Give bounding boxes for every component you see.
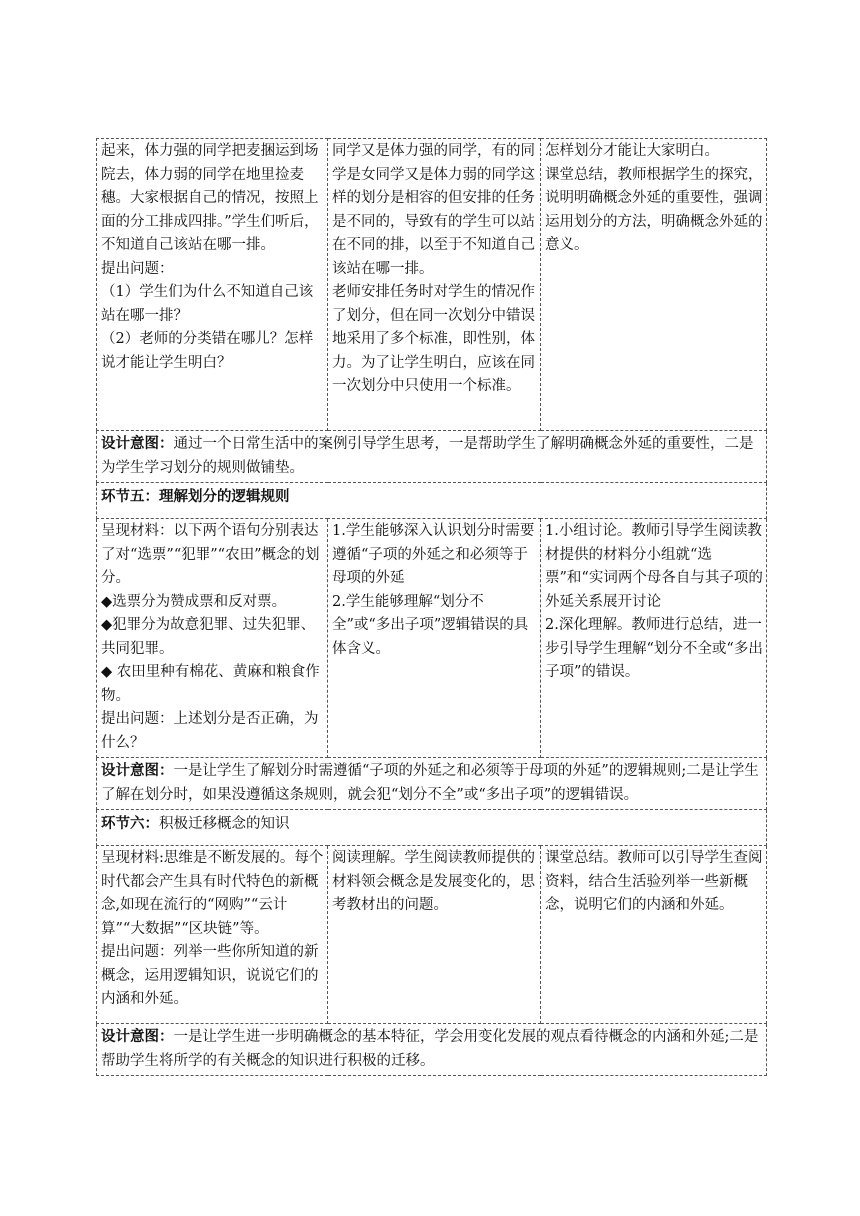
design-intent-label: 设计意图： — [101, 435, 174, 452]
design-intent-text: 一是让学生进一步明确概念的基本特征，学会用变化发展的观点看待概念的内涵和外延;二是帮助学生将所学的有关概念的知识进行积极的迁移。 — [101, 1029, 759, 1069]
text-paragraph: （2）老师的分类错在哪儿？怎样说才能让学生明白？ — [101, 331, 314, 371]
content-row-3 — [97, 846, 767, 1024]
text-paragraph: 呈现材料：以下两个语句分别表达了对“选票”“犯罪”“农田”概念的划分。 — [101, 523, 320, 586]
content-row-1 — [97, 139, 767, 431]
text-paragraph: 起来，体力强的同学把麦捆运到场院去，体力弱的同学在地里捡麦穗。大家根据自己的情况，按照上面的分工排成四排。”学生们听后，不知道自己该站在哪一排。 — [101, 143, 319, 253]
design-intent-text: 通过一个日常生活中的案例引导学生思考，一是帮助学生了解明确概念外延的重要性，二是为学生学习划分的规则做铺垫。 — [101, 436, 754, 476]
text-paragraph: 提出问题：上述划分是否正确，为什么？ — [101, 711, 319, 751]
section-heading-text: 积极迁移概念的知识 — [159, 816, 290, 832]
text-paragraph: 2.深化理解。教师进行总结，进一步引导学生理解“划分不全或“多出子项”的错误。 — [545, 617, 763, 680]
text-paragraph: （1）学生们为什么不知道自己该站在哪一排？ — [101, 284, 314, 324]
student-activity-cell — [328, 139, 541, 431]
design-intent-cell — [97, 431, 767, 483]
text-paragraph: 1.小组讨论。教师引导学生阅读教材提供的材料分小组就“选票”和“实词两个母各自与其子项的外延关系展开讨论 — [545, 523, 763, 610]
lesson-plan-table — [96, 138, 767, 1076]
design-intent-cell — [97, 758, 767, 810]
text-paragraph: 老师安排任务时对学生的情况作了划分，但在同一次划分中错误地采用了多个标准，即性别，体力。为了让学生明白，应该在同一次划分中只使用一个标准。 — [332, 284, 535, 394]
text-paragraph: 2.学生能够理解“划分不全”或“多出子项”逻辑错误的具体含义。 — [332, 593, 529, 657]
design-intent-label: 设计意图： — [101, 1028, 174, 1045]
student-activity-cell — [328, 519, 541, 758]
teacher-activity-cell — [97, 846, 328, 1024]
section-heading-row-6 — [97, 810, 767, 846]
text-paragraph: 提出问题：列举一些你所知道的新概念，运用逻辑知识，说说它们的内涵和外延。 — [101, 944, 319, 1007]
text-paragraph: 课堂总结，教师根据学生的探究，说明明确概念外延的重要性，强调运用划分的方法，明确概念外延的意义。 — [545, 166, 763, 253]
text-paragraph: 课堂总结。教师可以引导学生查阅资料，结合生活验列举一些新概念，说明它们的内涵和外延。 — [545, 850, 763, 913]
text-paragraph: ◆ 农田里种有棉花、黄麻和粮食作物。 — [101, 664, 320, 704]
text-paragraph: ◆选票分为赞成票和反对票。 — [101, 593, 287, 610]
design-intent-text: 一是让学生了解划分时需遵循“子项的外延之和必须等于母项的外延”的逻辑规则;二是让学生了解在划分时，如果没遵循这条规则，就会犯“划分不全”或“多出子项”的逻辑错误。 — [101, 763, 759, 803]
text-paragraph: 怎样划分才能让大家明白。 — [545, 143, 719, 159]
design-intent-row-2 — [97, 758, 767, 810]
design-intent-label: 设计意图： — [101, 762, 174, 779]
section-heading: 环节五：理解划分的逻辑规则 — [101, 488, 290, 505]
section-heading-cell — [97, 810, 767, 846]
text-paragraph: 阅读理解。学生阅读教师提供的材料领会概念是发展变化的，思考教材出的问题。 — [332, 850, 535, 913]
text-paragraph: 同学又是体力强的同学，有的同学是女同学又是体力弱的同学这样的划分是相容的但安排的任务是不同的，导致有的学生可以站在不同的排，以至于不知道自己该站在哪一排。 — [332, 143, 535, 277]
text-paragraph: 提出问题： — [101, 260, 174, 277]
intent-activity-cell — [541, 139, 767, 431]
design-intent-cell — [97, 1024, 767, 1076]
section-heading-label: 环节六： — [101, 815, 159, 832]
teacher-activity-cell — [97, 139, 328, 431]
design-intent-row-3 — [97, 1024, 767, 1076]
section-heading-cell — [97, 483, 767, 519]
student-activity-cell — [328, 846, 541, 1024]
text-paragraph: 呈现材料:思维是不断发展的。每个时代都会产生具有时代特色的新概念,如现在流行的“网购”“云计算”“大数据”“区块链”等。 — [101, 850, 324, 937]
section-heading-row-5 — [97, 483, 767, 519]
intent-activity-cell — [541, 519, 767, 758]
lesson-plan-table-container — [96, 138, 766, 1076]
text-paragraph: 1.学生能够深入认识划分时需要遵循“子项的外延之和必须等于母项的外延 — [332, 523, 535, 586]
content-row-2 — [97, 519, 767, 758]
design-intent-row-1 — [97, 431, 767, 483]
teacher-activity-cell — [97, 519, 328, 758]
text-paragraph: ◆犯罪分为故意犯罪、过失犯罪、共同犯罪。 — [101, 617, 316, 657]
intent-activity-cell — [541, 846, 767, 1024]
